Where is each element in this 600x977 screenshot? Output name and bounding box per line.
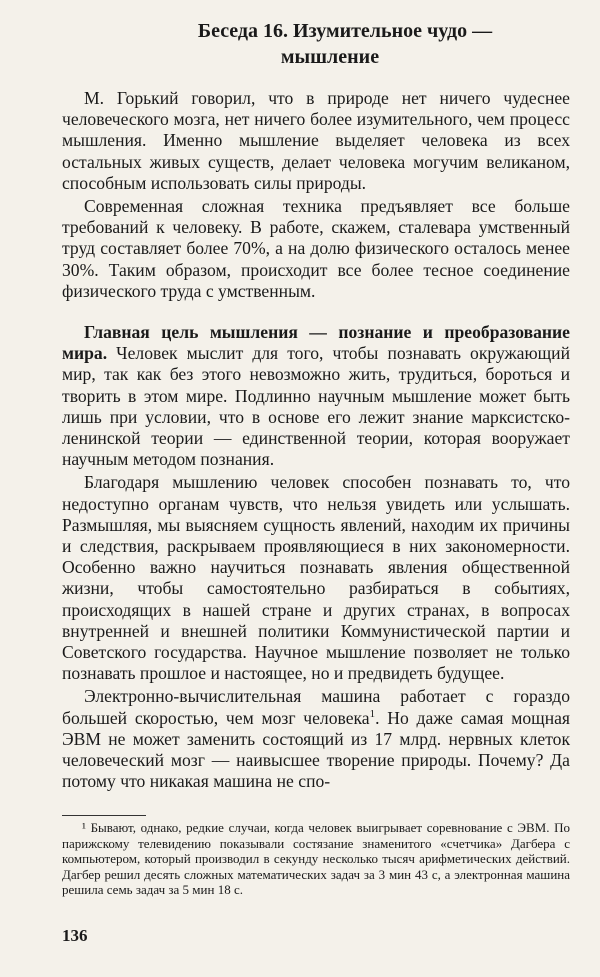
paragraph-3	[62, 322, 570, 470]
footnote-divider	[62, 815, 146, 816]
paragraph-1: М. Горький говорил, что в природе нет ничего чудеснее человеческого мозга, нет ничего более изумительного, чем процесс мышления. Именно мышление выделяет человека из всех остальных живых существ, делает человека могучим великаном, способным использовать силы природы.	[62, 88, 570, 193]
page-number: 136	[62, 926, 88, 945]
main-text	[62, 88, 570, 793]
section-heading: Главная цель мышления — познание и преобразование мира.	[62, 322, 570, 364]
paragraph-5-part-b: . Но даже самая мощная ЭВМ не может заменить состоящий из 17 млрд. нервных клеток человеческий мозг — наивысшее творение природы. Почему? Да потому что никакая машина не спо-	[62, 707, 571, 792]
paragraph-3-text: Человек мыслит для того, чтобы познавать окружающий мир, так как без этого невозможно жить, трудиться, бороться и творить в этом мире. Подлинно научным мышление может быть лишь при условии, что в основе его лежит знание марксистско-ленинской теории — единственной теории, которая вооружает научным методом познания.	[62, 343, 570, 470]
chapter-title-line1: Беседа 16. Изумительное чудо —	[197, 20, 493, 42]
paragraph-5-part-a: Электронно-вычислительная машина работает с гораздо большей скоростью, чем мозг человека	[62, 686, 570, 728]
footnote-reference: 1	[369, 707, 376, 720]
paragraph-2: Современная сложная техника предъявляет все больше требований к человеку. В работе, скажем, сталевара умственный труд составляет более 70%, а на долю физического осталось менее 30%. Таким образом, происходит все более тесное соединение физического труда с умственным.	[62, 196, 570, 301]
chapter-title-line2: мышление	[280, 46, 380, 68]
footnote	[62, 820, 570, 898]
paragraph-5	[62, 686, 570, 792]
footnote-mark: ¹	[82, 820, 86, 835]
chapter-title	[0, 18, 600, 70]
footnote-text: Бывают, однако, редкие случаи, когда человек выигрывает соревнование с ЭВМ. По парижскому телевидению показывали состязание знаменитого «счетчика» Дагбера с компьютером, который производил в секунду несколько тысяч арифметических действий. Дагбер решил десять сложных математических задач за 3 мин 43 с, а электронная машина решила семь задач за 5 мин 18 с.	[62, 820, 570, 898]
paragraph-4: Благодаря мышлению человек способен познавать то, что недоступно органам чувств, что нельзя увидеть или услышать. Размышляя, мы выясняем сущность явлений, находим их причины и следствия, раскрываем проявляющиеся в них закономерности. Особенно важно научиться познавать явления общественной жизни, чтобы самостоятельно разбираться в событиях, происходящих в нашей стране и других странах, в вопросах внутренней и внешней политики Коммунистической партии и Советского государства. Научное мышление позволяет не только познавать прошлое и настоящее, но и предвидеть будущее.	[62, 472, 570, 684]
